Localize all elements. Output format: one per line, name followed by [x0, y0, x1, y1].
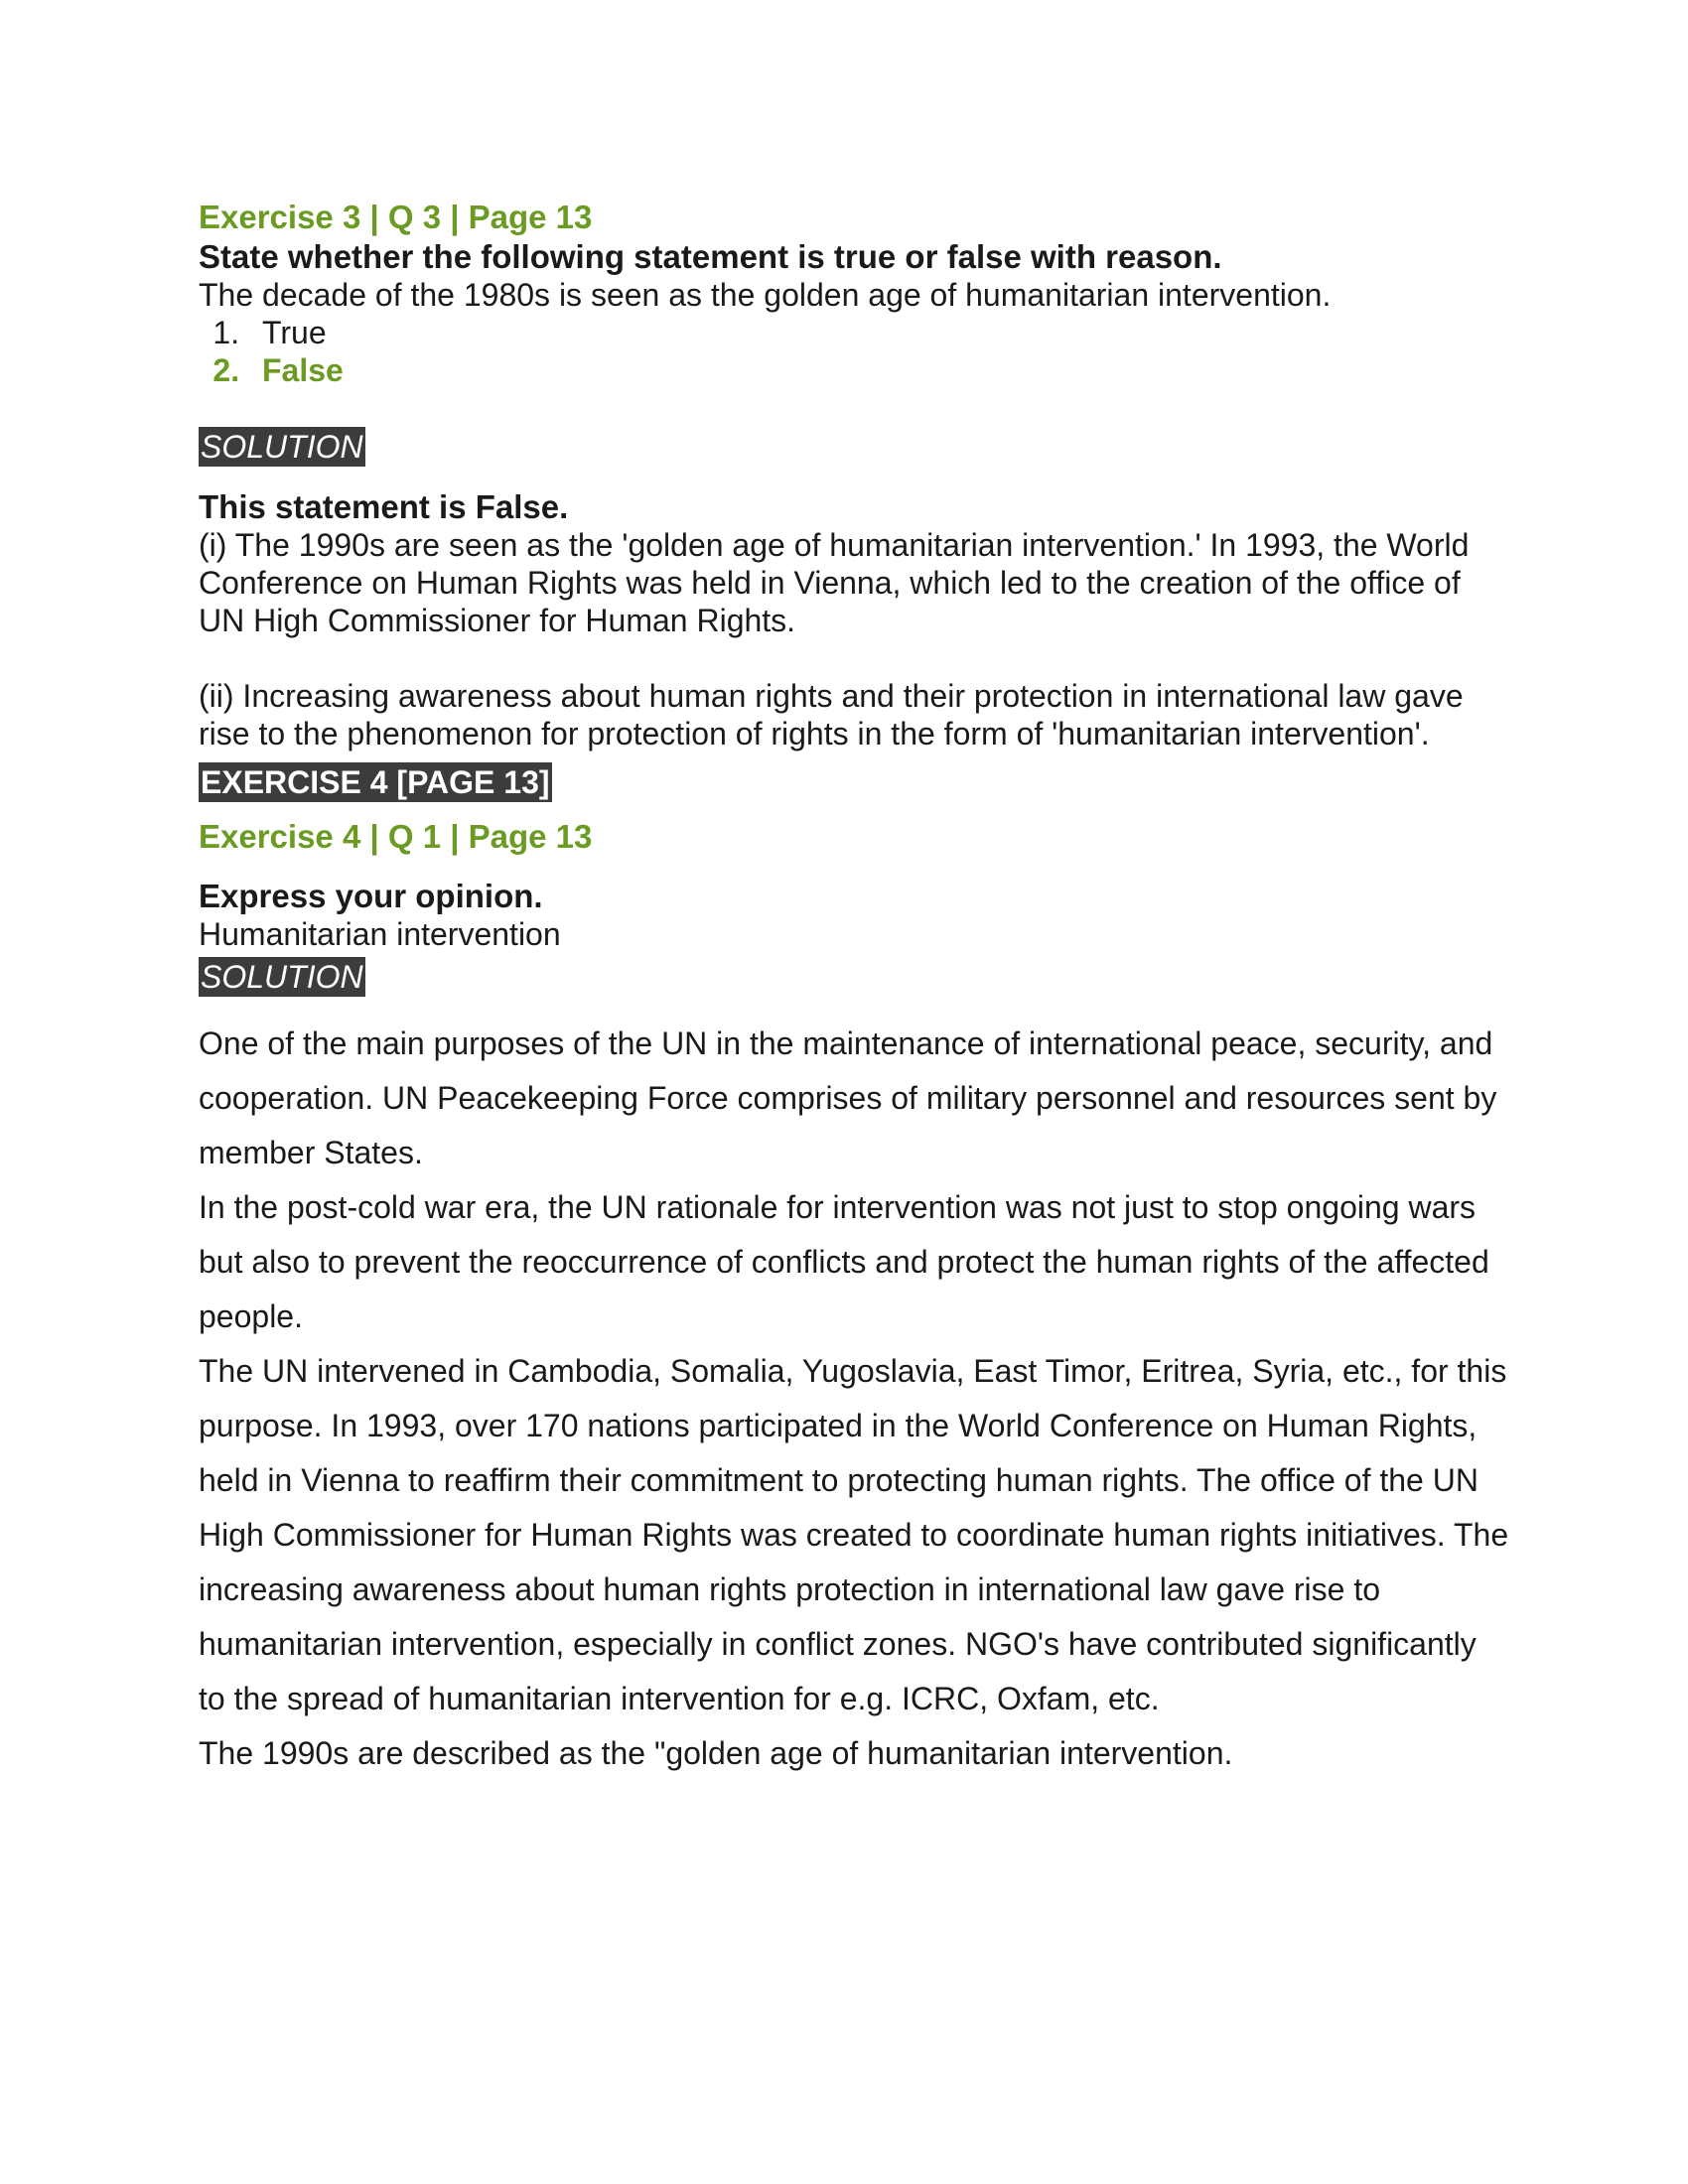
section-banner: EXERCISE 4 [PAGE 13]: [201, 764, 550, 800]
option-true: 1. True: [248, 314, 1509, 351]
exercise3-answer: This statement is False.: [199, 488, 569, 525]
solution-label: SOLUTION: [201, 959, 363, 995]
exercise4-header: Exercise 4 | Q 1 | Page 13: [199, 818, 593, 855]
exercise3-statement: The decade of the 1980s is seen as the golden age of humanitarian intervention.: [199, 277, 1332, 313]
exercise3-para-1: (i) The 1990s are seen as the 'golden age of humanitarian intervention.' In 1993, the World Conference on Human Rights was held in Vienna, which led to the creation of the office of UN High Commissioner for Human Rights.: [199, 527, 1470, 638]
exercise4-instruction: Express your opinion.: [199, 878, 543, 914]
exercise3-header: Exercise 3 | Q 3 | Page 13: [199, 199, 593, 235]
opinion-answer: [199, 1017, 1509, 1781]
opinion-paragraph: In the post-cold war era, the UN rationale for intervention was not just to stop ongoing wars but also to prevent the reoccurrence of conflicts and protect the human rights of the affected people.: [199, 1189, 1489, 1334]
opinion-paragraph: The UN intervened in Cambodia, Somalia, Yugoslavia, East Timor, Eritrea, Syria, etc., for this purpose. In 1993, over 170 nations participated in the World Conference on Human Rights, held in Vienna to reaffirm their commitment to protecting human rights. The office of the UN High Commissioner for Human Rights was created to coordinate human rights initiatives. The increasing awareness about human rights protection in international law gave rise to humanitarian intervention, especially in conflict zones. NGO's have contributed significantly to the spread of humanitarian intervention for e.g. ICRC, Oxfam, etc.: [199, 1353, 1509, 1716]
opinion-paragraph: One of the main purposes of the UN in the maintenance of international peace, security, and cooperation. UN Peacekeeping Force comprises of military personnel and resources sent by member States.: [199, 1025, 1497, 1170]
exercise4-topic: Humanitarian intervention: [199, 916, 561, 952]
answer-options: [199, 314, 1509, 389]
solution-label: SOLUTION: [201, 429, 363, 465]
exercise3-instruction: State whether the following statement is true or false with reason.: [199, 238, 1222, 275]
option-false: 2. False: [248, 351, 1509, 389]
page-content: [199, 197, 1509, 1781]
exercise3-para-2: (ii) Increasing awareness about human rights and their protection in international law gave rise to the phenomenon for protection of rights in the form of 'humanitarian intervention'.: [199, 678, 1464, 751]
opinion-paragraph: The 1990s are described as the "golden age of humanitarian intervention.: [199, 1735, 1233, 1771]
